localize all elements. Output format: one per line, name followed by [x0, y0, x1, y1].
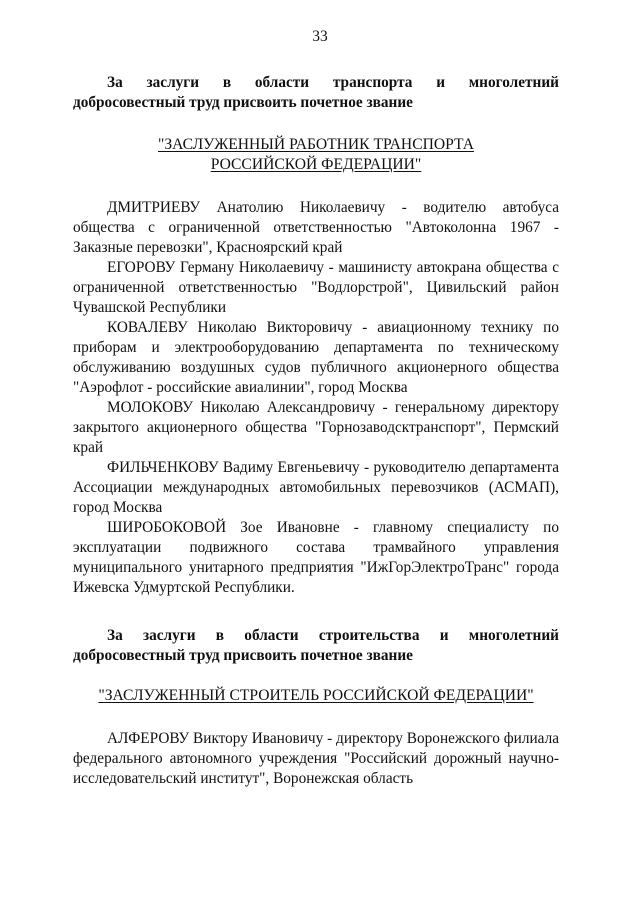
title-line: "ЗАСЛУЖЕННЫЙ СТРОИТЕЛЬ РОССИЙСКОЙ ФЕДЕРАЦИИ" — [98, 687, 534, 704]
section-construction-entries — [73, 729, 559, 789]
award-entry: ЕГОРОВУ Герману Николаевичу - машинисту автокрана общества с ограниченной ответственностью "Водлорстрой", Цивильский район Чувашской Республики — [73, 259, 559, 316]
award-entry: АЛФЕРОВУ Виктору Ивановичу - директору Воронежского филиала федерального автономного учреждения "Российский дорожный научно-исследовательский институт", Воронежская область — [73, 730, 559, 787]
title-line: РОССИЙСКОЙ ФЕДЕРАЦИИ" — [210, 156, 422, 173]
intro-line: За заслуги в области строительства и многолетний — [107, 627, 559, 644]
page-number: 33 — [312, 28, 328, 45]
award-entry: ШИРОБОКОВОЙ Зое Ивановне - главному специалисту по эксплуатации подвижного состава трамвайного управления муниципального унитарного предприятия "ИжГорЭлектроТранс" города Ижевска Удмуртской Республики. — [73, 519, 559, 596]
award-entry: КОВАЛЕВУ Николаю Викторовичу - авиационному технику по приборам и электрооборудованию департамента по техническому обслуживанию воздушных судов публичного акционерного общества "Аэрофлот - российские авиалинии", город Москва — [73, 319, 559, 396]
title-line: "ЗАСЛУЖЕННЫЙ РАБОТНИК ТРАНСПОРТА — [158, 136, 474, 153]
section-transport-intro — [73, 73, 559, 113]
section-transport-title — [73, 135, 559, 175]
intro-line: За заслуги в области транспорта и многолетний — [107, 74, 559, 91]
section-transport-entries — [73, 198, 559, 598]
section-construction-title — [73, 686, 559, 706]
award-entry: ДМИТРИЕВУ Анатолию Николаевичу - водителю автобуса общества с ограниченной ответственностью "Автоколонна 1967 - Заказные перевозки", Красноярский край — [73, 199, 559, 256]
award-entry: ФИЛЬЧЕНКОВУ Вадиму Евгеньевичу - руководителю департамента Ассоциации международных автомобильных перевозчиков (АСМАП), город Москва — [73, 459, 559, 516]
intro-line: добросовестный труд присвоить почетное звание — [73, 647, 413, 664]
intro-line: добросовестный труд присвоить почетное звание — [73, 94, 413, 111]
award-entry: МОЛОКОВУ Николаю Александровичу - генеральному директору закрытого акционерного общества "Горнозаводсктранспорт", Пермский край — [73, 399, 559, 456]
section-construction-intro — [73, 626, 559, 666]
